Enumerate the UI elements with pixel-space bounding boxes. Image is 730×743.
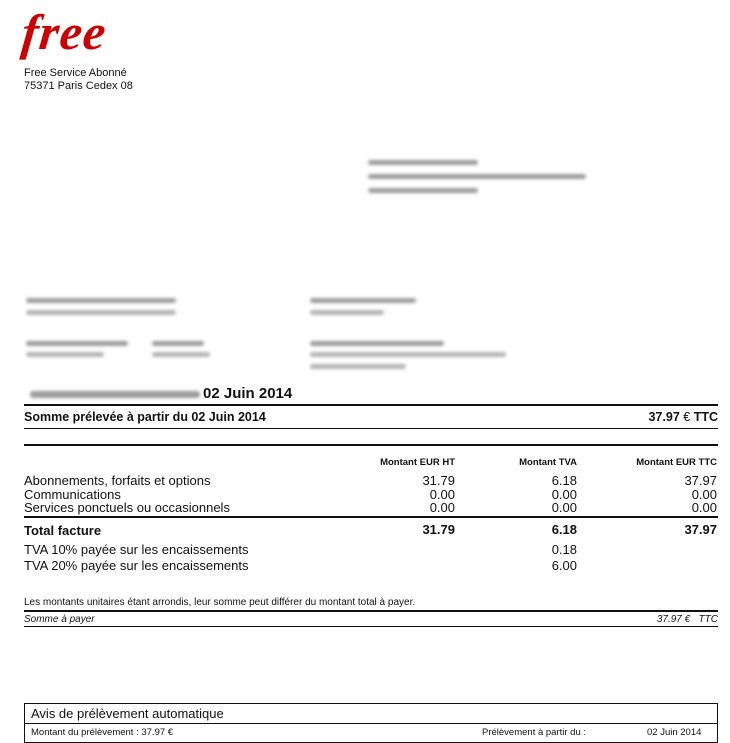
row-tva: 6.18: [551, 473, 577, 488]
pay-amount: 37.97 €: [656, 614, 691, 625]
invoice-date-title: 02 Juin 2014: [203, 385, 293, 402]
debit-suffix: TTC: [693, 410, 718, 424]
total-tva: 6.18: [551, 522, 577, 537]
pay-label: Somme à payer: [24, 614, 95, 625]
row-label: Abonnements, forfaits et options: [24, 473, 211, 488]
currency-symbol: €: [683, 410, 691, 424]
free-logo: free: [19, 4, 110, 60]
divider: [24, 404, 718, 406]
total-label: Total facture: [24, 523, 102, 538]
notice-amount: Montant du prélèvement : 37.97 €: [31, 727, 174, 738]
table-top-rule: [24, 444, 718, 446]
row-ht: 0.00: [429, 500, 455, 515]
pay-top-rule: [24, 610, 718, 612]
col-header-ttc: Montant EUR TTC: [636, 457, 717, 468]
rounding-note: Les montants unitaires étant arrondis, leur somme peut différer du montant total à payer.: [24, 597, 416, 608]
total-ttc: 37.97: [684, 522, 717, 537]
row-ttc: 37.97: [684, 473, 717, 488]
row-label: Services ponctuels ou occasionnels: [24, 500, 230, 515]
sender-line-2: 75371 Paris Cedex 08: [24, 80, 133, 92]
direct-debit-notice: [24, 703, 718, 743]
row-tva: 0.00: [551, 487, 577, 502]
notice-title: Avis de prélèvement automatique: [31, 706, 224, 721]
pay-bottom-rule: [24, 626, 718, 627]
notice-date-value: 02 Juin 2014: [647, 727, 702, 738]
row-ttc: 0.00: [691, 487, 717, 502]
row-ttc: 0.00: [691, 500, 717, 515]
vat-line-label: TVA 10% payée sur les encaissements: [24, 542, 249, 557]
vat-line-label: TVA 20% payée sur les encaissements: [24, 558, 249, 573]
col-header-tva: Montant TVA: [519, 457, 577, 468]
debit-label: Somme prélevée à partir du 02 Juin 2014: [24, 410, 266, 424]
divider: [24, 428, 718, 429]
pay-suffix: TTC: [698, 614, 718, 625]
sender-line-1: Free Service Abonné: [24, 67, 127, 79]
col-header-ht: Montant EUR HT: [380, 457, 455, 468]
row-label: Communications: [24, 487, 121, 502]
vat-line-value: 6.00: [551, 558, 577, 573]
notice-date-label: Prélèvement à partir du :: [482, 727, 587, 738]
row-tva: 0.00: [551, 500, 577, 515]
total-ht: 31.79: [422, 522, 455, 537]
pay-amount-wrap: [657, 614, 718, 625]
row-ht: 0.00: [429, 487, 455, 502]
divider: [25, 723, 717, 724]
row-ht: 31.79: [422, 473, 455, 488]
debit-amount-wrap: [648, 410, 718, 424]
total-rule: [24, 516, 718, 518]
vat-line-value: 0.18: [551, 542, 577, 557]
debit-amount: 37.97: [648, 410, 680, 424]
